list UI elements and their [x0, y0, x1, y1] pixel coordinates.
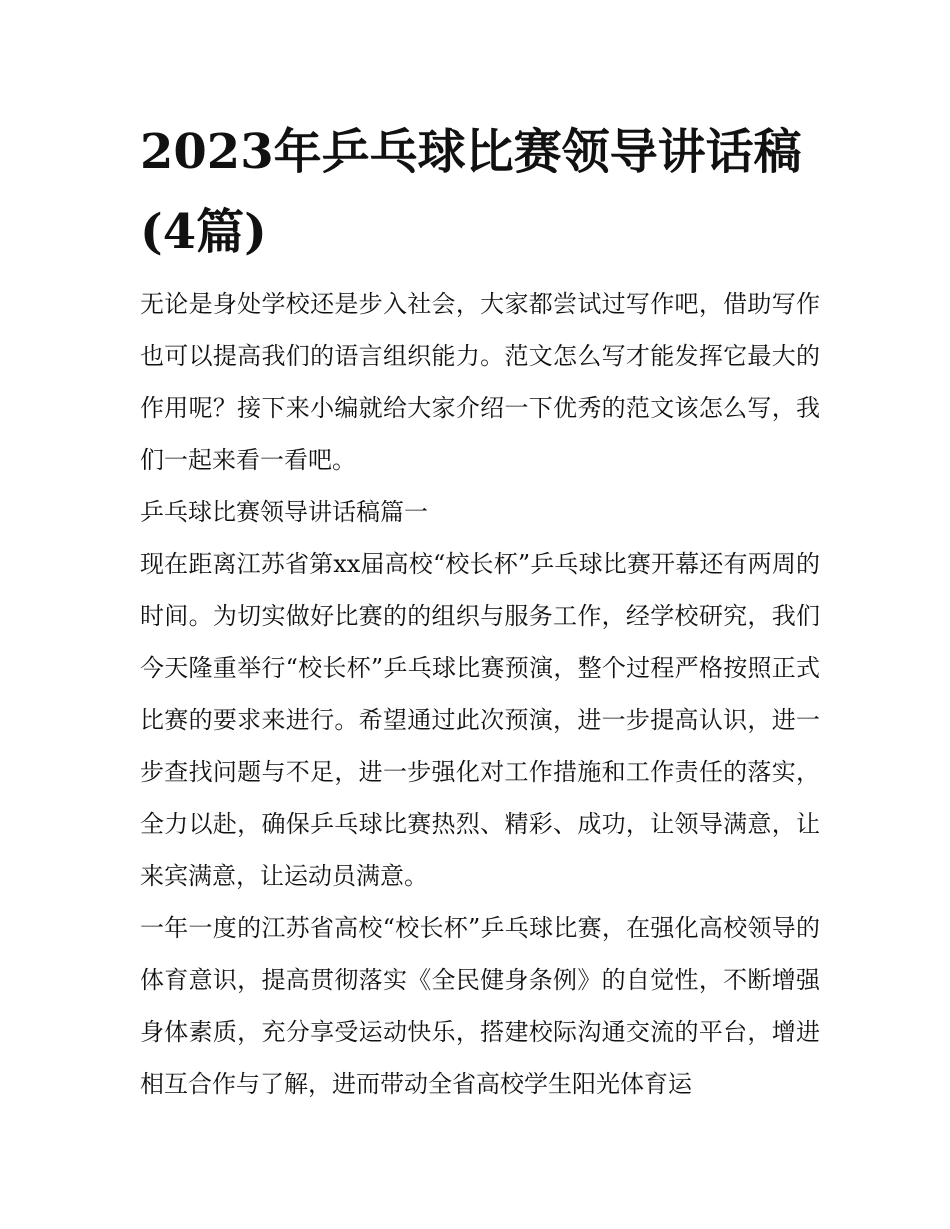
intro-paragraph: 无论是身处学校还是步入社会，大家都尝试过写作吧，借助写作也可以提高我们的语言组织能力。范文怎么写才能发挥它最大的作用呢？接下来小编就给大家介绍一下优秀的范文该怎么写，我们一起来看一看吧。	[140, 290, 820, 474]
section-heading: 乒乓球比赛领导讲话稿篇一	[140, 498, 428, 526]
document-body	[140, 278, 820, 1110]
body-paragraph: 现在距离江苏省第xx届高校“校长杯”乒乓球比赛开幕还有两周的时间。为切实做好比赛的的组织与服务工作，经学校研究，我们今天隆重举行“校长杯”乒乓球比赛预演，整个过程严格按照正式比赛的要求来进行。希望通过此次预演，进一步提高认识，进一步查找问题与不足，进一步强化对工作措施和工作责任的落实，全力以赴，确保乒乓球比赛热烈、精彩、成功，让领导满意，让来宾满意，让运动员满意。	[140, 550, 820, 890]
document-title: 2023年乒乓球比赛领导讲话稿(4篇)	[140, 124, 802, 260]
body-paragraph: 一年一度的江苏省高校“校长杯”乒乓球比赛，在强化高校领导的体育意识，提高贯彻落实《全民健身条例》的自觉性，不断增强身体素质，充分享受运动快乐，搭建校际沟通交流的平台，增进相互合作与了解，进而带动全省高校学生阳光体育运	[140, 914, 820, 1098]
